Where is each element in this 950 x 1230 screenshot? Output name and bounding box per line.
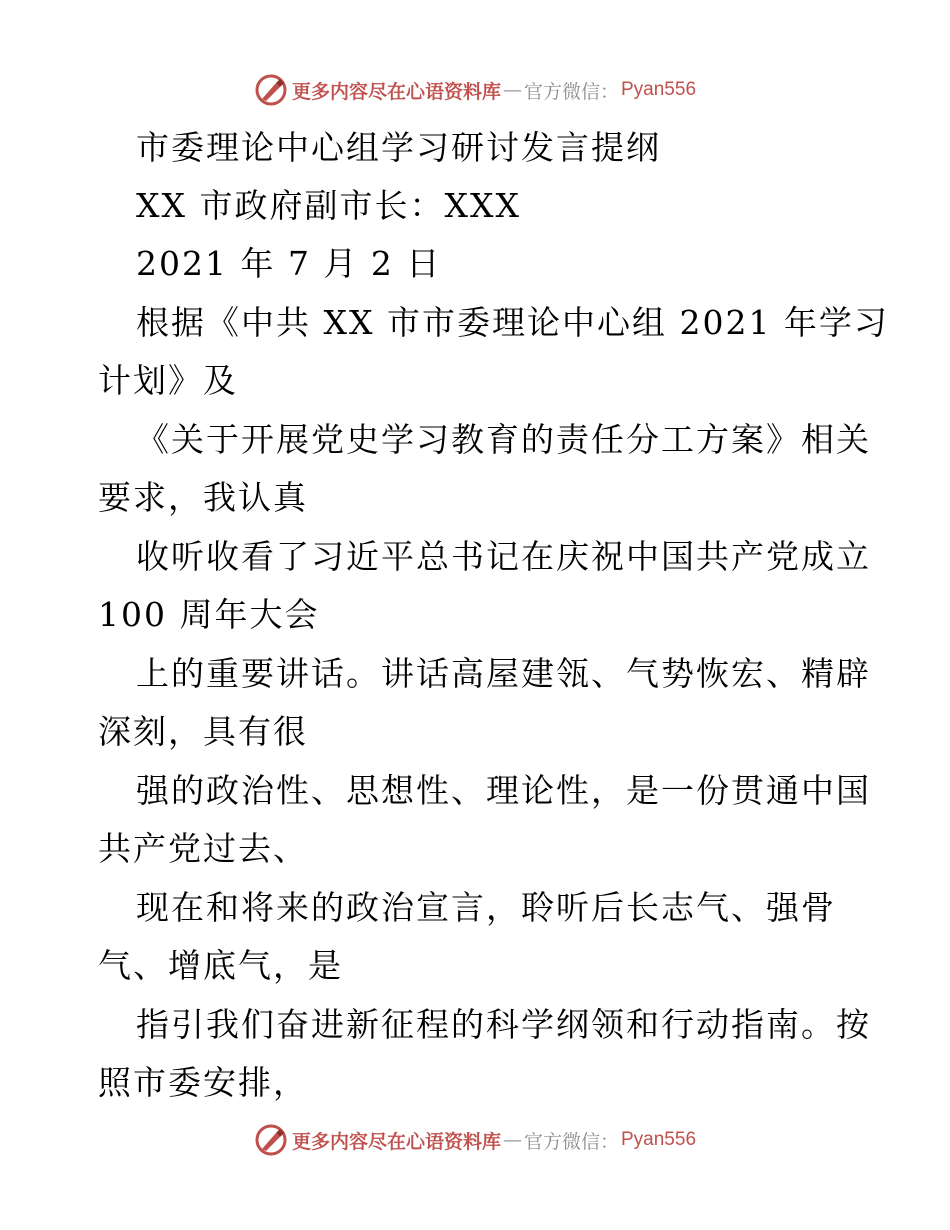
- body-line: 共产党过去、: [98, 829, 308, 868]
- watermark-separator: —: [502, 1129, 522, 1151]
- watermark-site-text: 更多内容尽在心语资料库: [291, 80, 501, 103]
- body-line: 收听收看了习近平总书记在庆祝中国共产党成立: [136, 537, 871, 576]
- document-speaker: XX 市政府副市长：XXX: [136, 186, 521, 225]
- body-line: 要求，我认真: [98, 478, 308, 517]
- pen-logo-icon: [254, 1123, 288, 1157]
- body-line: 强的政治性、思想性、理论性，是一份贯通中国: [136, 771, 871, 810]
- body-line: 根据《中共 XX 市市委理论中心组 2021 年学习: [136, 303, 889, 342]
- body-line: 气、增底气，是: [98, 946, 343, 985]
- document-date: 2021 年 7 月 2 日: [136, 244, 442, 283]
- body-line: 现在和将来的政治宣言，聆听后长志气、强骨: [136, 888, 836, 927]
- watermark-wechat-id: Pyan556: [621, 1129, 697, 1150]
- body-line: 上的重要讲话。讲话高屋建瓴、气势恢宏、精辟: [136, 654, 871, 693]
- footer-watermark: [0, 1120, 950, 1160]
- watermark-official-text: 官方微信：: [523, 80, 619, 103]
- body-line: 照市委安排，: [98, 1063, 308, 1102]
- document-title: 市委理论中心组学习研讨发言提纲: [136, 128, 661, 167]
- body-line: 计划》及: [98, 361, 238, 400]
- body-line: 指引我们奋进新征程的科学纲领和行动指南。按: [136, 1005, 871, 1044]
- body-line: 《关于开展党史学习教育的责任分工方案》相关: [136, 420, 871, 459]
- watermark-separator: —: [502, 79, 522, 101]
- watermark-site-text: 更多内容尽在心语资料库: [291, 1130, 501, 1153]
- watermark-wechat-id: Pyan556: [621, 79, 697, 100]
- watermark-official-text: 官方微信：: [523, 1130, 619, 1153]
- body-line: 100 周年大会: [98, 595, 320, 634]
- body-line: 深刻，具有很: [98, 712, 308, 751]
